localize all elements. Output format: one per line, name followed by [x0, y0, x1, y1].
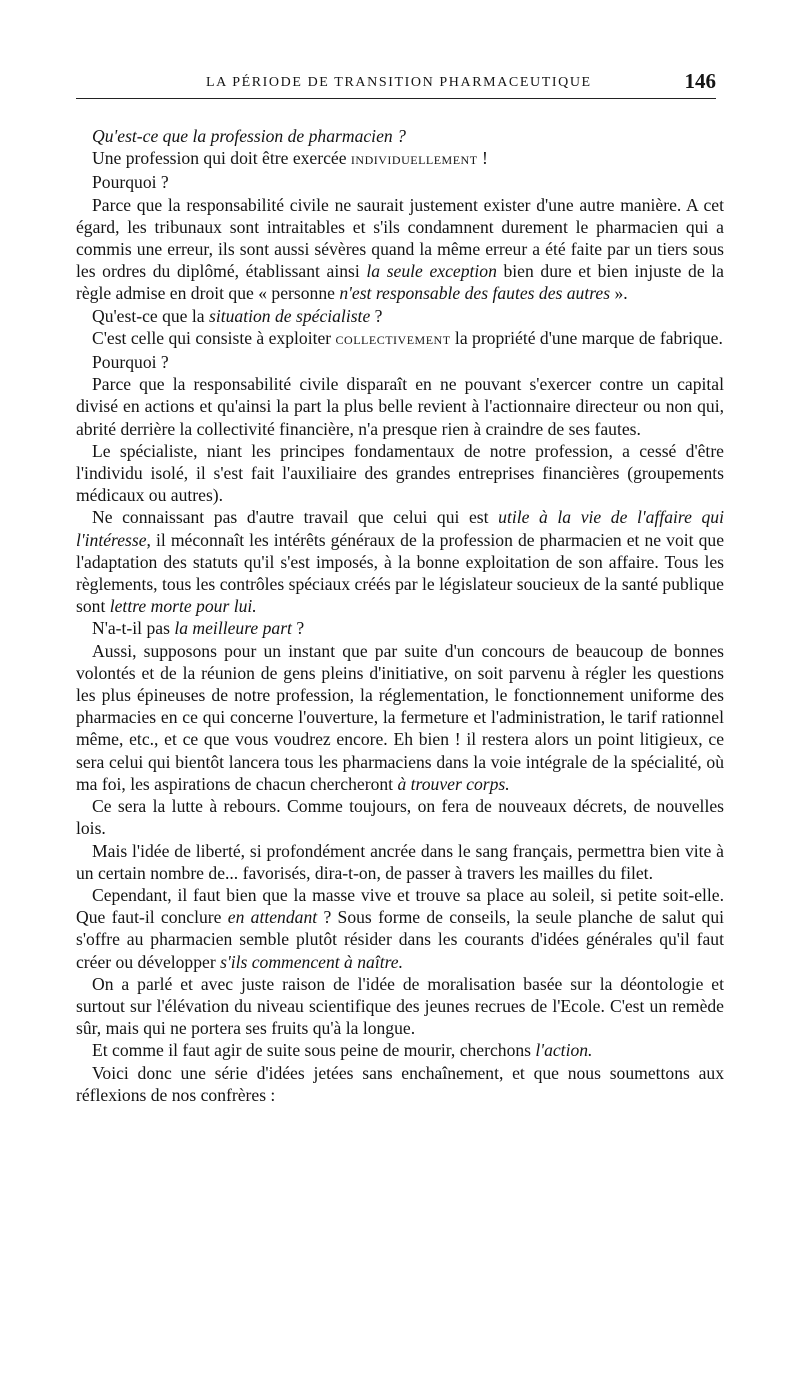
italic-text: la meilleure part	[174, 618, 292, 639]
text-run: Cependant, il faut bien que la masse vive et trouve sa place au soleil, si petite soit-elle. Que faut-il conclure	[76, 884, 724, 928]
text-run: ?	[291, 618, 305, 639]
paragraph	[76, 1062, 724, 1106]
italic-text: n'est responsable des fautes des autres	[339, 283, 611, 304]
paragraph	[76, 506, 724, 617]
paragraph	[76, 327, 724, 351]
italic-text: Qu'est-ce que la profession de pharmacien ?	[92, 126, 406, 146]
paragraph	[76, 373, 724, 440]
paragraph	[76, 640, 724, 795]
paragraph	[76, 795, 724, 839]
text-run: !	[477, 148, 488, 169]
running-title: LA PÉRIODE DE TRANSITION PHARMACEUTIQUE	[206, 75, 592, 90]
italic-text: s'ils commencent à naître.	[220, 951, 404, 972]
text-run: Pourquoi ?	[92, 352, 169, 373]
text-run: ?	[370, 305, 383, 326]
italic-text: en attendant	[227, 907, 318, 928]
text-run: On a parlé et avec juste raison de l'idée de moralisation basée sur la déontologie et surtout sur l'élévation du niveau scientifique des jeunes recrues de l'Ecole. C'est un remède sûr, mais qui ne portera ses fruits qu'à la longue.	[76, 973, 724, 1039]
text-run: bien dure et bien injuste de la règle admise en droit que « personne	[76, 261, 724, 304]
running-header	[76, 69, 716, 99]
text-run: Mais l'idée de liberté, si profondément ancrée dans le sang français, permettra bien vite à un certain nombre de... favorisés, dira-t-on, de passer à travers les mailles du filet.	[76, 840, 724, 883]
text-run: Ce sera la lutte à rebours. Comme toujours, on fera de nouveaux décrets, de nouvelles lois.	[76, 796, 724, 839]
paragraph	[76, 305, 724, 327]
italic-text: l'action.	[535, 1040, 593, 1061]
text-run: Parce que la responsabilité civile ne saurait justement exister d'une autre manière. A cet égard, les tribunaux sont intraitables et s'ils condamnent durement le pharmacien qui a commis une erreur, ils sont aussi sévères quand la même erreur a été faite par un tiers sous les ordres du diplômé, établissant ainsi	[76, 194, 724, 282]
italic-text: situation de spécialiste	[209, 305, 371, 326]
paragraph	[76, 351, 724, 373]
paragraph	[76, 884, 724, 973]
text-run: Qu'est-ce que la	[92, 305, 209, 326]
small-caps-text: INDIVIDUELLEMENT	[350, 153, 478, 168]
text-run: Voici donc une série d'idées jetées sans enchaînement, et que nous soumettons aux réflexions de nos confrères :	[76, 1062, 724, 1105]
text-run: , il méconnaît les intérêts généraux de la profession de pharmacien et ne voit que l'adaptation des statuts qu'il s'est imposés, à la bonne exploitation de son affaire. Tous les règlements, tous les contrôles spéciaux créés par le législateur soucieux de la santé publique sont	[76, 529, 724, 617]
page-number: 146	[684, 69, 716, 93]
text-run: Parce que la responsabilité civile disparaît en ne pouvant s'exercer contre un capital divisé en actions et qu'ainsi la part la plus belle revient à l'actionnaire directeur ou non qui, abrité derrière la collectivité financière, n'a presque rien à craindre de ses fautes.	[76, 374, 724, 439]
paragraph	[76, 617, 724, 639]
paragraph	[76, 840, 724, 884]
paragraph	[76, 171, 724, 193]
text-run: ? Sous forme de conseils, la seule planche de salut qui s'offre au pharmacien semble plutôt résider dans les courants d'idées générales qu'il faut créer ou développer	[76, 907, 725, 972]
paragraph	[76, 147, 724, 171]
text-run: N'a-t-il pas	[92, 618, 175, 639]
paragraph	[76, 440, 724, 507]
text-run: Le spécialiste, niant les principes fondamentaux de notre profession, a cessé d'être l'individu isolé, il s'est fait l'auxiliaire des grandes entreprises financières (groupements médicaux ou autres).	[76, 440, 724, 506]
text-run: Aussi, supposons pour un instant que par suite d'un concours de beaucoup de bonnes volontés et de la réunion de gens pleins d'initiative, on soit parvenu à régler les questions les plus épineuses de notre profession, la réglementation, le fonctionnement uniforme des pharmacies en ce qui concerne l'ouverture, la fermeture et l'administration, le tarif rationnel même, etc., et ce que vous voudrez encore. Eh bien ! il restera alors un point litigieux, ce sera celui qui bientôt lancera tous les pharmaciens dans la voie intégrale de la spécialité, où ma foi, les aspirations de chacun chercheront	[76, 640, 724, 794]
italic-text: utile à la vie de l'affaire qui l'intéresse	[76, 507, 724, 550]
paragraph	[76, 1039, 724, 1061]
text-run: ».	[610, 283, 628, 304]
small-caps-text: COLLECTIVEMENT	[335, 332, 451, 347]
italic-text: lettre morte pour lui.	[109, 596, 257, 617]
paragraph	[76, 125, 724, 147]
text-run: Une profession qui doit être exercée	[92, 148, 351, 169]
text-run: la propriété d'une marque de fabrique.	[450, 327, 723, 348]
text-run: Ne connaissant pas d'autre travail que celui qui est	[92, 507, 499, 528]
paragraph	[76, 194, 724, 305]
text-run: Pourquoi ?	[92, 172, 169, 193]
paragraph	[76, 973, 724, 1040]
body-text	[76, 125, 724, 1106]
italic-text: à trouver corps.	[397, 773, 510, 794]
text-run: Et comme il faut agir de suite sous peine de mourir, cherchons	[92, 1040, 536, 1061]
italic-text: la seule exception	[366, 261, 497, 282]
text-run: C'est celle qui consiste à exploiter	[92, 327, 336, 348]
